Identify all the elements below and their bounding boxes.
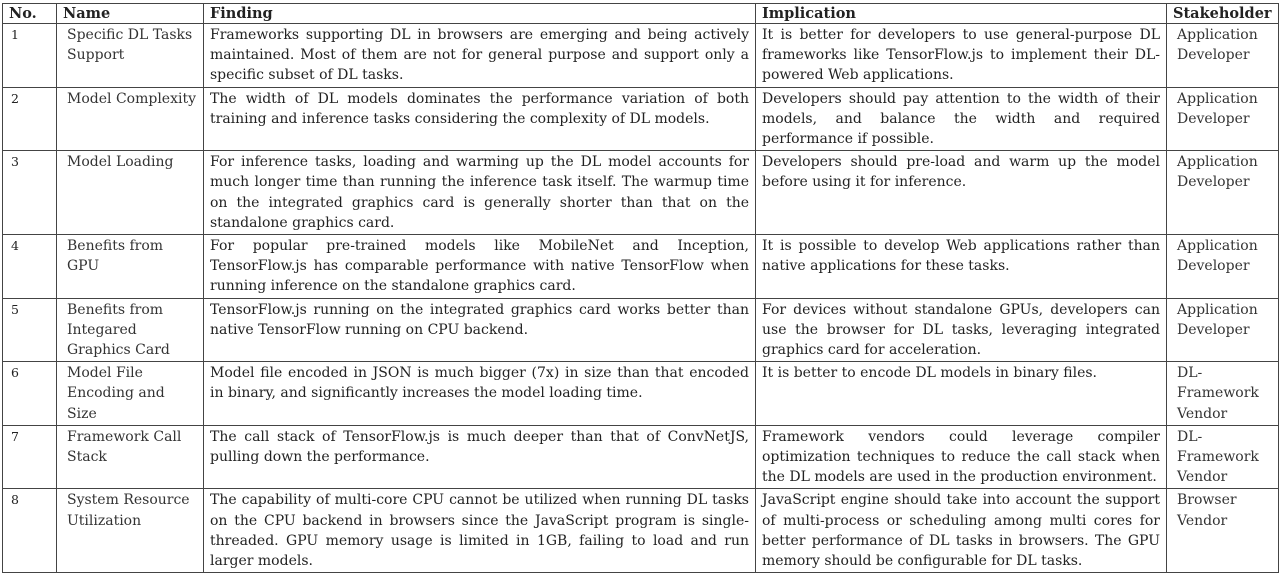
row-number: 1 (3, 24, 57, 88)
table-row (3, 298, 1279, 362)
row-stakeholder: Application Developer (1167, 24, 1279, 88)
row-finding: The capability of multi-core CPU cannot be utilized when running DL tasks on the CPU backend in browsers since the JavaScript program is single-threaded. GPU memory usage is limited in 1GB, failing to load and run larger models. (204, 489, 756, 573)
row-finding: The call stack of TensorFlow.js is much deeper than that of ConvNetJS, pulling down the performance. (204, 425, 756, 489)
row-implication: Developers should pre-load and warm up the model before using it for inference. (756, 151, 1167, 235)
row-stakeholder: Application Developer (1167, 87, 1279, 151)
table-row (3, 362, 1279, 426)
row-stakeholder: DL-Framework Vendor (1167, 362, 1279, 426)
header-no: No. (3, 4, 57, 24)
row-finding: Frameworks supporting DL in browsers are emerging and being actively maintained. Most of them are not for general purpose and support only a specific subset of DL tasks. (204, 24, 756, 88)
row-implication: It is possible to develop Web applications rather than native applications for these tasks. (756, 235, 1167, 299)
header-name: Name (57, 4, 204, 24)
row-name: Benefits from GPU (57, 235, 204, 299)
row-stakeholder: Application Developer (1167, 298, 1279, 362)
row-number: 8 (3, 489, 57, 573)
row-number: 2 (3, 87, 57, 151)
row-implication: It is better to encode DL models in binary files. (756, 362, 1167, 426)
row-implication: Framework vendors could leverage compiler optimization techniques to reduce the call stack when the DL models are used in the production environment. (756, 425, 1167, 489)
table-row (3, 24, 1279, 88)
header-stakeholder: Stakeholder (1167, 4, 1279, 24)
table-row (3, 425, 1279, 489)
row-stakeholder: Browser Vendor (1167, 489, 1279, 573)
row-number: 4 (3, 235, 57, 299)
row-number: 5 (3, 298, 57, 362)
row-finding: For popular pre-trained models like MobileNet and Inception, TensorFlow.js has comparable performance with native TensorFlow when running inference on the standalone graphics card. (204, 235, 756, 299)
row-name: Model Loading (57, 151, 204, 235)
row-finding: Model file encoded in JSON is much bigger (7x) in size than that encoded in binary, and significantly increases the model loading time. (204, 362, 756, 426)
row-name: Benefits from Integared Graphics Card (57, 298, 204, 362)
row-stakeholder: Application Developer (1167, 235, 1279, 299)
table-row (3, 235, 1279, 299)
row-name: Model File Encoding and Size (57, 362, 204, 426)
row-implication: JavaScript engine should take into account the support of multi-process or scheduling among multi cores for better performance of DL tasks in browsers. The GPU memory should be configurable for DL tasks. (756, 489, 1167, 573)
row-implication: It is better for developers to use general-purpose DL frameworks like TensorFlow.js to implement their DL-powered Web applications. (756, 24, 1167, 88)
row-name: System Resource Utilization (57, 489, 204, 573)
row-implication: Developers should pay attention to the width of their models, and balance the width and required performance if possible. (756, 87, 1167, 151)
row-number: 6 (3, 362, 57, 426)
row-finding: The width of DL models dominates the performance variation of both training and inference tasks considering the complexity of DL models. (204, 87, 756, 151)
table-row (3, 87, 1279, 151)
findings-table (2, 3, 1279, 573)
table-row (3, 151, 1279, 235)
row-finding: For inference tasks, loading and warming up the DL model accounts for much longer time than running the inference task itself. The warmup time on the integrated graphics card is generally shorter than that on the standalone graphics card. (204, 151, 756, 235)
header-finding: Finding (204, 4, 756, 24)
header-row (3, 4, 1279, 24)
row-name: Framework Call Stack (57, 425, 204, 489)
header-implication: Implication (756, 4, 1167, 24)
row-finding: TensorFlow.js running on the integrated graphics card works better than native TensorFlow running on CPU backend. (204, 298, 756, 362)
row-name: Model Complexity (57, 87, 204, 151)
row-number: 3 (3, 151, 57, 235)
table-row (3, 489, 1279, 573)
row-name: Specific DL Tasks Support (57, 24, 204, 88)
row-number: 7 (3, 425, 57, 489)
row-implication: For devices without standalone GPUs, developers can use the browser for DL tasks, leveraging integrated graphics card for acceleration. (756, 298, 1167, 362)
row-stakeholder: DL-Framework Vendor (1167, 425, 1279, 489)
row-stakeholder: Application Developer (1167, 151, 1279, 235)
